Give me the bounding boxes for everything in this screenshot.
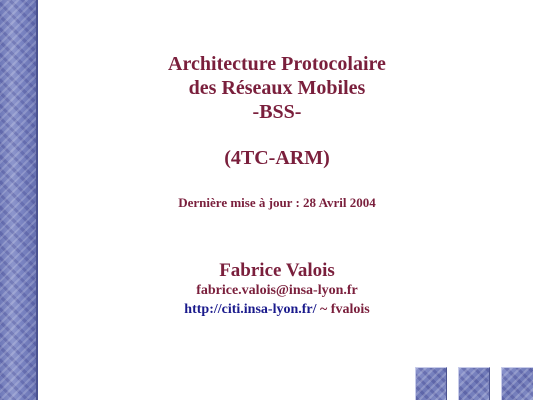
marbled-sidebar-decoration	[0, 0, 36, 400]
nav-home-icon[interactable]	[458, 367, 490, 400]
nav-previous-icon[interactable]	[415, 367, 447, 400]
title-line-1: Architecture Protocolaire	[168, 53, 386, 75]
last-update: Dernière mise à jour : 28 Avril 2004	[178, 195, 376, 210]
course-code: (4TC-ARM)	[224, 147, 330, 169]
author-url-suffix: ~ fvalois	[316, 302, 370, 317]
author-url	[38, 302, 516, 318]
title-line-2: des Réseaux Mobiles	[188, 77, 366, 99]
author-name: Fabrice Valois	[219, 260, 335, 281]
author-email: fabrice.valois@insa-lyon.fr	[196, 283, 358, 298]
author-url-link[interactable]: http://citi.insa-lyon.fr/	[184, 302, 317, 317]
nav-next-icon[interactable]	[501, 367, 533, 400]
title-line-3: -BSS-	[252, 101, 302, 123]
